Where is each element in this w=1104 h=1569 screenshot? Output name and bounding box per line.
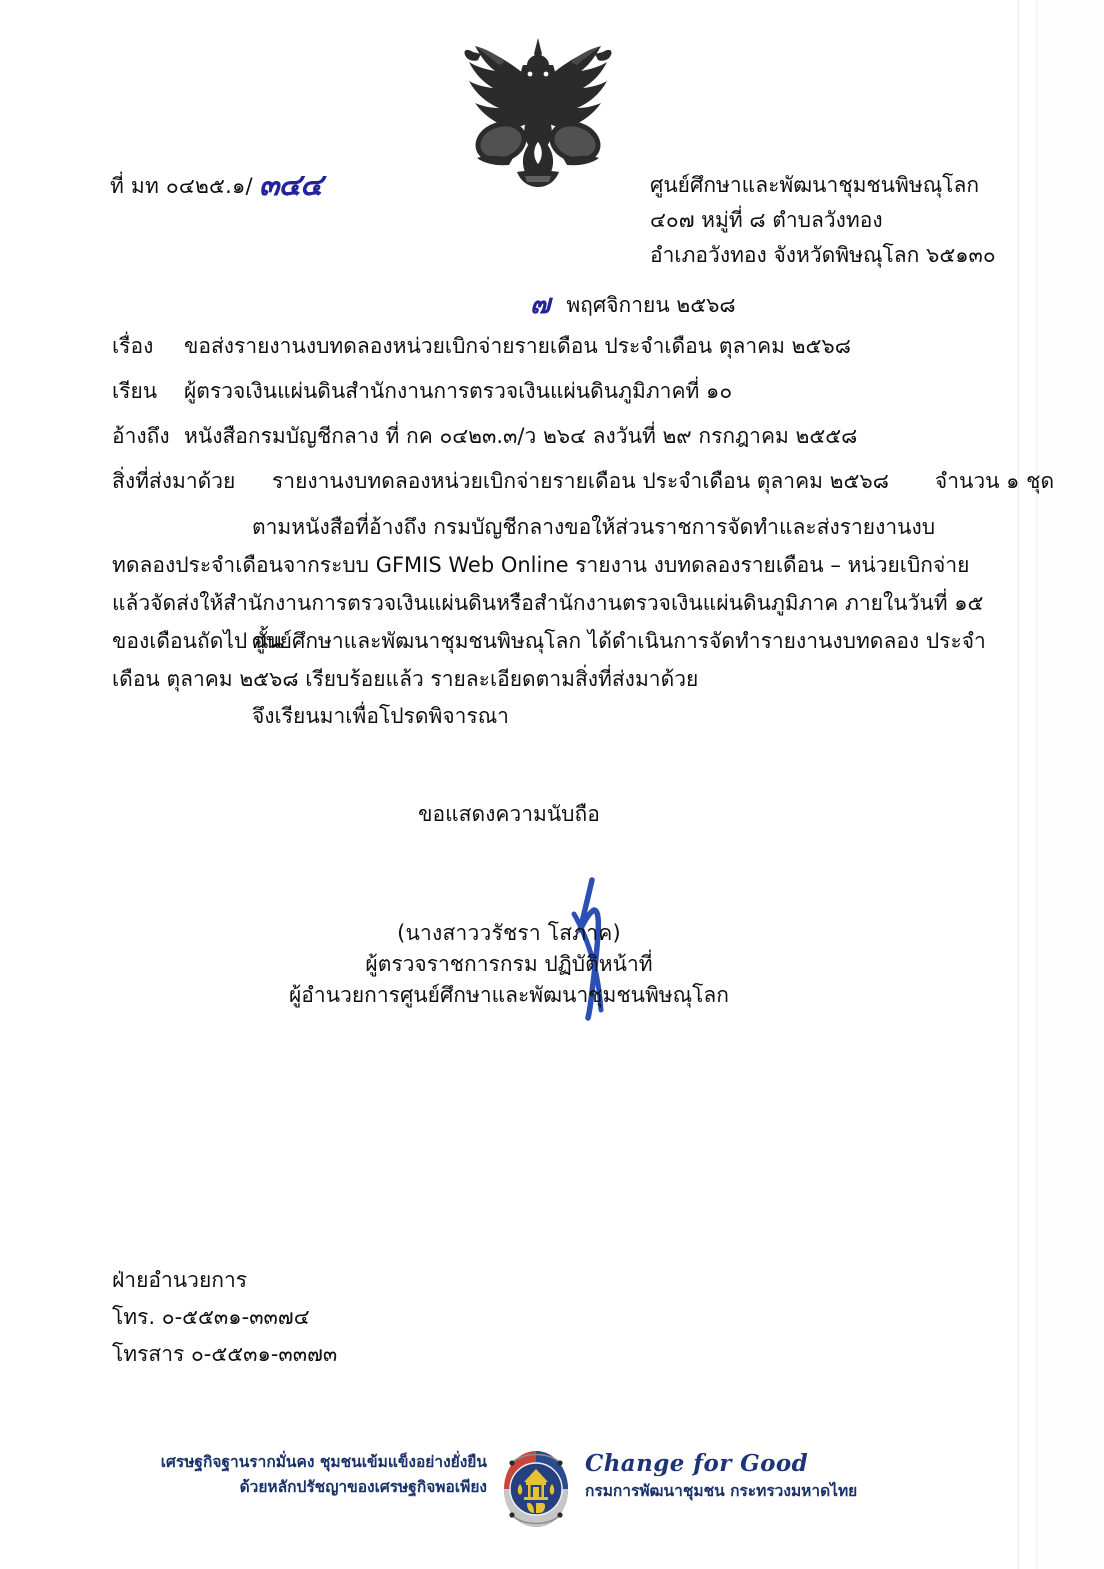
garuda-emblem: [443, 24, 633, 189]
attachment-label: สิ่งที่ส่งมาด้วย: [112, 469, 236, 493]
subject-value: ขอส่งรายงานงบทดลองหน่วยเบิกจ่ายรายเดือน ประจำเดือน ตุลาคม ๒๕๖๘: [184, 334, 851, 358]
signature-block: [0, 918, 1018, 1011]
body-paragraph-1: ตามหนังสือที่อ้างถึง กรมบัญชีกลางขอให้ส่วนราชการจัดทำและส่งรายงานงบทดลองประจำเดือนจากระบบ GFMIS Web Online รายงาน งบทดลองรายเดือน – หน่วยเบิกจ่าย แล้วจัดส่งให้สำนักงานการตรวจเงินแผ่นดินหรือสำนักงานตรวจเงินแผ่นดินภูมิภาค ภายในวันที่ ๑๕ ของเดือนถัดไป นั้น: [112, 515, 984, 653]
attachment-count: จำนวน ๑ ชุด: [934, 469, 1055, 493]
footer-department: กรมการพัฒนาชุมชน กระทรวงมหาดไทย: [584, 1482, 858, 1500]
subject-label: เรื่อง: [112, 334, 154, 358]
document-number: [110, 162, 322, 209]
body-paragraph-2: ศูนย์ศึกษาและพัฒนาชุมชนพิษณุโลก ได้ดำเนินการจัดทำรายงานงบทดลอง ประจำเดือน ตุลาคม ๒๕๖๘ เรียบร้อยแล้ว รายละเอียดตามสิ่งที่ส่งมาด้วย: [112, 629, 986, 691]
signer-title-line-1: ผู้ตรวจราชการกรม ปฏิบัติหน้าที่: [365, 952, 653, 976]
attachment-row: [112, 465, 1054, 498]
document-date: [530, 282, 736, 325]
contact-phone: โทร. ๐-๕๕๓๑-๓๓๗๔: [112, 1305, 310, 1329]
recipient-row: [112, 375, 732, 408]
signer-name: (นางสาววรัชรา โสภาค): [397, 921, 621, 945]
attachment-value: รายงานงบทดลองหน่วยเบิกจ่ายรายเดือน ประจำเดือน ตุลาคม ๒๕๖๘: [272, 469, 889, 493]
footer-slogan: [161, 1448, 487, 1500]
reference-row: [112, 420, 857, 453]
footer-tagline: Change for Good: [584, 1450, 809, 1477]
scan-page-edge-line-1: [1018, 0, 1019, 1569]
signer-title-line-2: ผู้อำนวยการศูนย์ศึกษาและพัฒนาชุมชนพิษณุโลก: [289, 983, 729, 1007]
document-date-month-year: พฤศจิกายน ๒๕๖๘: [566, 293, 736, 317]
cdd-ministry-logo: [499, 1448, 573, 1530]
footer-slogan-line-2: ด้วยหลักปรัชญาของเศรษฐกิจพอเพียง: [239, 1478, 487, 1496]
reference-label: อ้างถึง: [112, 424, 170, 448]
sender-address-line-3: อำเภอวังทอง จังหวัดพิษณุโลก ๖๕๑๓๐: [650, 243, 996, 267]
scan-page-edge-line-2: [1036, 0, 1037, 1569]
document-date-day-handwritten: ๗: [530, 289, 551, 320]
document-number-handwritten: ๓๔๔: [258, 168, 322, 203]
body-paragraph-3: จึงเรียนมาเพื่อโปรดพิจารณา: [252, 704, 509, 728]
scan-page-edge-fill: [1037, 0, 1104, 1569]
sender-address-line-2: ๔๐๗ หมู่ที่ ๘ ตำบลวังทอง: [650, 208, 883, 232]
document-number-label: ที่ มท ๐๔๒๕.๑/: [110, 174, 253, 198]
closing-salutation: ขอแสดงความนับถือ: [418, 802, 600, 826]
subject-row: [112, 330, 851, 363]
contact-fax: โทรสาร ๐-๕๕๓๑-๓๓๗๓: [112, 1342, 338, 1366]
sender-address-line-1: ศูนย์ศึกษาและพัฒนาชุมชนพิษณุโลก: [650, 173, 980, 197]
footer-banner: [0, 1448, 1018, 1528]
footer-brand: [585, 1448, 857, 1503]
recipient-label: เรียน: [112, 379, 158, 403]
recipient-value: ผู้ตรวจเงินแผ่นดินสำนักงานการตรวจเงินแผ่นดินภูมิภาคที่ ๑๐: [184, 379, 733, 403]
contact-division: ฝ่ายอำนวยการ: [112, 1268, 248, 1292]
reference-value: หนังสือกรมบัญชีกลาง ที่ กค ๐๔๒๓.๓/ว ๒๖๔ ลงวันที่ ๒๙ กรกฎาคม ๒๕๕๘: [184, 424, 858, 448]
sender-address: [650, 168, 996, 273]
footer-slogan-line-1: เศรษฐกิจฐานรากมั่นคง ชุมชนเข้มแข็งอย่างยั่งยืน: [160, 1453, 487, 1471]
contact-info: [112, 1262, 337, 1373]
